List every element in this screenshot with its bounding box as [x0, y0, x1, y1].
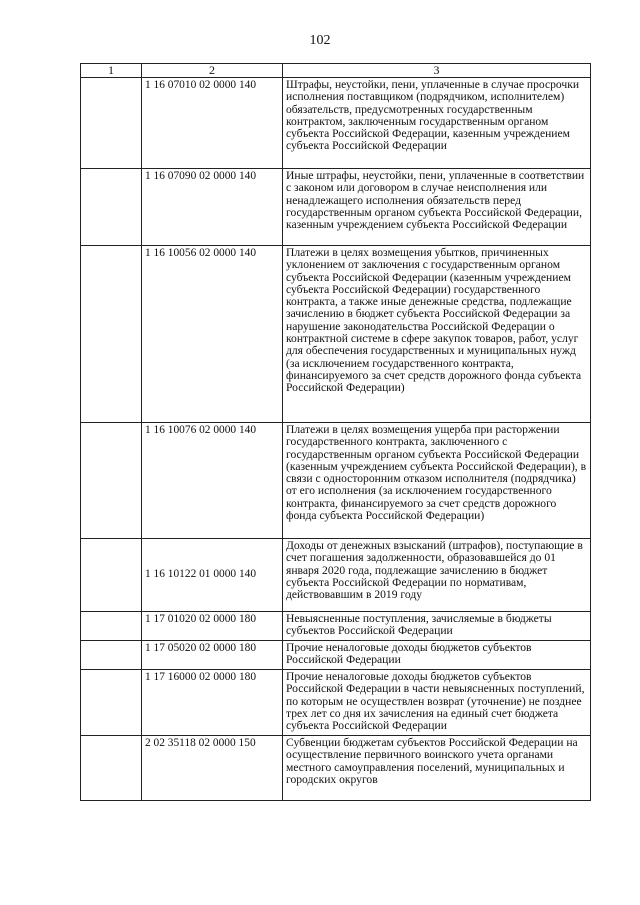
row-col1-cell	[81, 423, 142, 539]
income-description-cell: Невыясненные поступления, зачисляемые в бюджеты субъектов Российской Федерации	[283, 612, 591, 641]
income-codes-table	[80, 63, 591, 801]
row-col1-cell	[81, 246, 142, 423]
income-code-cell: 2 02 35118 02 0000 150	[142, 736, 283, 801]
row-col1-cell	[81, 736, 142, 801]
income-description-cell: Доходы от денежных взысканий (штрафов), поступающие в счет погашения задолженности, образовавшейся до 01 января 2020 года, подлежащие зачислению в бюджет субъекта Российской Федерации по нормативам, действовавшим в 2019 году	[283, 539, 591, 612]
column-header-1: 1	[81, 64, 142, 78]
income-description-cell: Платежи в целях возмещения убытков, причиненных уклонением от заключения с государственным органом субъекта Российской Федерации (казенным учреждением субъекта Российской Федерации) государственного контракта, а также иные денежные средства, подлежащие зачислению в бюджет субъекта Российской Федерации за нарушение законодательства Российской Федерации о контрактной системе в сфере закупок товаров, работ, услуг для обеспечения государственных и муниципальных нужд (за исключением государственного контракта, финансируемого за счет средств дорожного фонда субъекта Российской Федерации)	[283, 246, 591, 423]
table-row	[81, 641, 591, 670]
column-header-3: 3	[283, 64, 591, 78]
table-row	[81, 612, 591, 641]
income-description-cell: Субвенции бюджетам субъектов Российской Федерации на осуществление первичного воинского учета органами местного самоуправления поселений, муниципальных и городских округов	[283, 736, 591, 801]
income-code-cell: 1 16 07090 02 0000 140	[142, 169, 283, 246]
row-col1-cell	[81, 78, 142, 169]
income-code-cell: 1 16 10076 02 0000 140	[142, 423, 283, 539]
income-description-cell: Прочие неналоговые доходы бюджетов субъектов Российской Федерации в части невыясненных поступлений, по которым не осуществлен возврат (уточнение) не позднее трех лет со дня их зачисления на единый счет бюджета субъекта Российской Федерации	[283, 670, 591, 736]
table-header-row	[81, 64, 591, 78]
income-code-cell: 1 17 16000 02 0000 180	[142, 670, 283, 736]
income-code-cell: 1 16 10056 02 0000 140	[142, 246, 283, 423]
page-number: 102	[309, 33, 331, 48]
income-code-cell: 1 16 10122 01 0000 140	[142, 539, 283, 612]
income-code-cell: 1 17 01020 02 0000 180	[142, 612, 283, 641]
income-description-cell: Иные штрафы, неустойки, пени, уплаченные в соответствии с законом или договором в случае неисполнения или ненадлежащего исполнения обязательств перед государственным органом субъекта Российской Федерации, казенным учреждением субъекта Российской Федерации	[283, 169, 591, 246]
income-code-cell: 1 16 07010 02 0000 140	[142, 78, 283, 169]
row-col1-cell	[81, 612, 142, 641]
income-description-cell: Платежи в целях возмещения ущерба при расторжении государственного контракта, заключенного с государственным органом субъекта Российской Федерации (казенным учреждением субъекта Российской Федерации), в связи с односторонним отказом исполнителя (подрядчика) от его исполнения (за исключением государственного контракта, финансируемого за счет средств дорожного фонда субъекта Российской Федерации)	[283, 423, 591, 539]
table-row	[81, 670, 591, 736]
row-col1-cell	[81, 670, 142, 736]
table-row	[81, 736, 591, 801]
row-col1-cell	[81, 641, 142, 670]
table-row	[81, 169, 591, 246]
income-description-cell: Штрафы, неустойки, пени, уплаченные в случае просрочки исполнения поставщиком (подрядчиком, исполнителем) обязательств, предусмотренных государственным контрактом, заключенным государственным органом субъекта Российской Федерации, казенным учреждением субъекта Российской Федерации	[283, 78, 591, 169]
table-row	[81, 246, 591, 423]
income-description-cell: Прочие неналоговые доходы бюджетов субъектов Российской Федерации	[283, 641, 591, 670]
table-row	[81, 78, 591, 169]
row-col1-cell	[81, 539, 142, 612]
row-col1-cell	[81, 169, 142, 246]
table-row	[81, 423, 591, 539]
table-row	[81, 539, 591, 612]
income-code-cell: 1 17 05020 02 0000 180	[142, 641, 283, 670]
column-header-2: 2	[142, 64, 283, 78]
